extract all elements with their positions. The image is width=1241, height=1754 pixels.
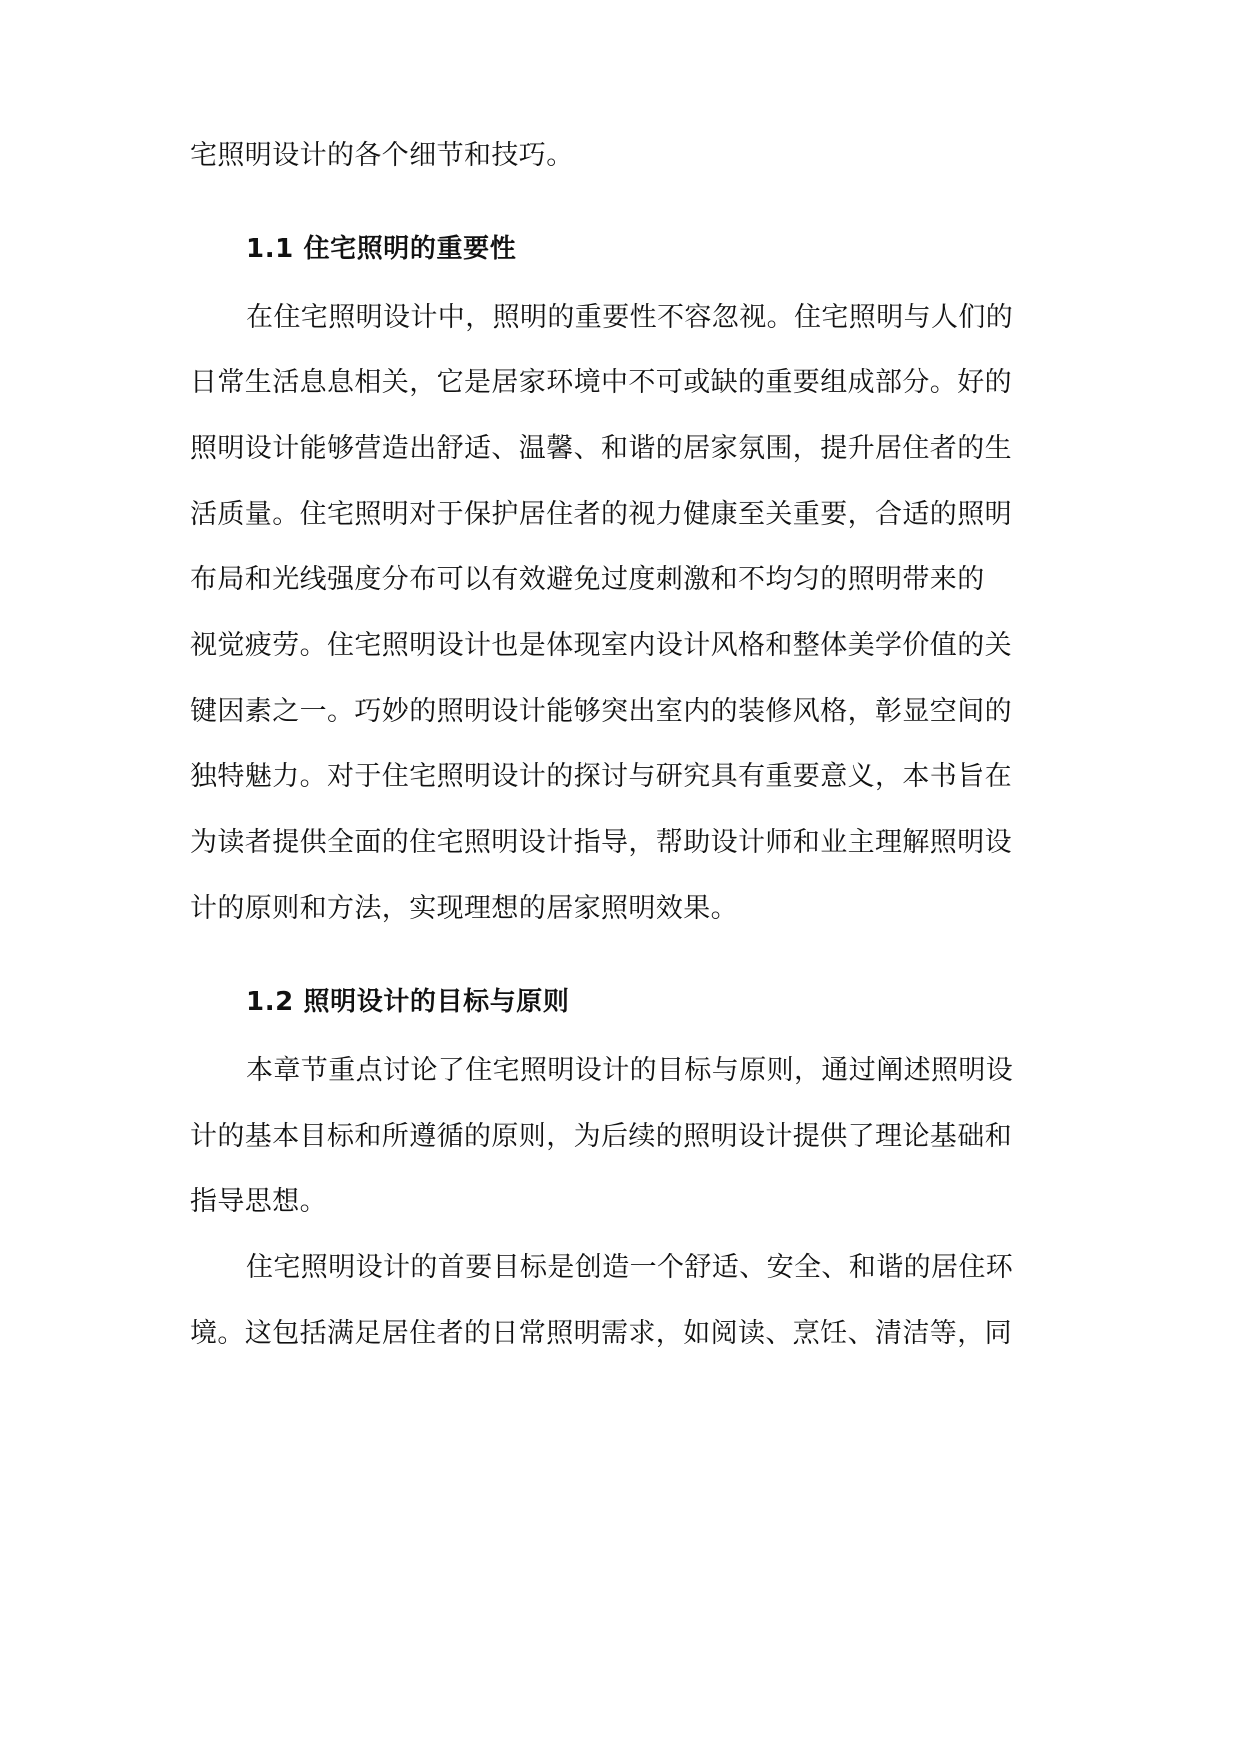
paragraph-line: 独特魅力。对于住宅照明设计的探讨与研究具有重要意义，本书旨在 [190,761,1012,792]
paragraph-line: 境。这包括满足居住者的日常照明需求，如阅读、烹饪、清洁等，同 [190,1318,1012,1349]
paragraph-line: 为读者提供全面的住宅照明设计指导，帮助设计师和业主理解照明设 [190,827,1012,858]
paragraph-line: 照明设计能够营造出舒适、温馨、和谐的居家氛围，提升居住者的生 [190,433,1012,464]
paragraph-line: 指导思想。 [190,1186,327,1217]
paragraph-line: 日常生活息息相关，它是居家环境中不可或缺的重要组成部分。好的 [190,367,1012,398]
paragraph-line: 计的基本目标和所遵循的原则，为后续的照明设计提供了理论基础和 [190,1121,1012,1152]
paragraph-line: 住宅照明设计的首要目标是创造一个舒适、安全、和谐的居住环 [246,1252,1014,1283]
paragraph-line: 布局和光线强度分布可以有效避免过度刺激和不均匀的照明带来的 [190,564,985,595]
paragraph-line: 在住宅照明设计中，照明的重要性不容忽视。住宅照明与人们的 [246,302,1014,333]
section-heading-1-1: 1.1 住宅照明的重要性 [246,234,517,264]
section-heading-1-2: 1.2 照明设计的目标与原则 [246,987,570,1017]
paragraph-line: 键因素之一。巧妙的照明设计能够突出室内的装修风格，彰显空间的 [190,696,1012,727]
paragraph-line: 本章节重点讨论了住宅照明设计的目标与原则，通过阐述照明设 [246,1055,1014,1086]
paragraph-line: 宅照明设计的各个细节和技巧。 [190,140,574,171]
paragraph-line: 计的原则和方法，实现理想的居家照明效果。 [190,893,738,924]
paragraph-line: 活质量。住宅照明对于保护居住者的视力健康至关重要，合适的照明 [190,499,1012,530]
paragraph-line: 视觉疲劳。住宅照明设计也是体现室内设计风格和整体美学价值的关 [190,630,1012,661]
